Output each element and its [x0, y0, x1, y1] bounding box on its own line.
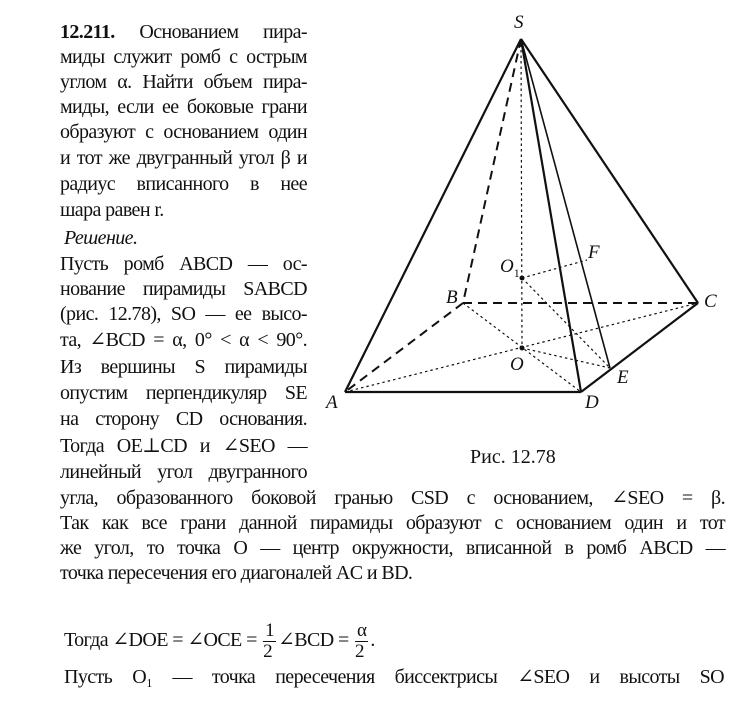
- solution-line: Тогда OE⊥CD и ∠SEO —: [60, 435, 307, 457]
- label-O: O: [510, 354, 524, 375]
- problem-line: миды служит ромб с острым: [60, 46, 307, 68]
- segment-O1F: [522, 260, 587, 278]
- construction-lines: [345, 39, 698, 392]
- edge-AB: [345, 303, 463, 392]
- problem-text: Основанием пира-: [114, 21, 307, 43]
- numerator: α: [357, 619, 367, 641]
- segment-OE: [522, 348, 610, 368]
- point-O: [520, 346, 525, 351]
- denominator: 2: [263, 640, 273, 662]
- bisector-EO1: [522, 278, 610, 368]
- solution-line: угла, образованного боковой гранью CSD с основанием, ∠SEO = β.: [60, 487, 725, 509]
- solution-line: (рис. 12.78), SO — ее высо-: [60, 303, 307, 325]
- edge-SD: [521, 39, 581, 392]
- problem-line: углом α. Найти объем пира-: [60, 71, 307, 93]
- solution-heading: Решение.: [64, 227, 138, 249]
- solution-line: Из вершины S пирамиды: [60, 356, 307, 378]
- formula-text: .: [370, 629, 375, 651]
- label-O1-subscript: 1: [513, 265, 520, 280]
- solution-last-line: Пусть O₁ — точка пересечения биссектрисы ∠SEO и высоты SO: [64, 666, 724, 688]
- solution-line: Пусть ромб ABCD — ос-: [60, 253, 307, 275]
- height-SO: [521, 39, 522, 348]
- figure-caption: Рис. 12.78: [470, 446, 556, 468]
- problem-line: миды, если ее боковые грани: [60, 96, 307, 118]
- problem-line: радиус вписанного в нее: [60, 173, 307, 195]
- solution-line: точка пересечения его диагоналей AC и BD.: [60, 562, 413, 584]
- solution-line: опустим перпендикуляр SE: [60, 382, 307, 404]
- numerator: 1: [265, 619, 275, 641]
- label-B: B: [446, 287, 458, 308]
- denominator: 2: [355, 640, 364, 662]
- formula-text: Тогда ∠DOE = ∠OCE =: [64, 629, 262, 651]
- edge-DC: [581, 303, 698, 392]
- label-S: S: [514, 12, 524, 33]
- segment-SE: [521, 39, 610, 368]
- solution-line: нование пирамиды SABCD: [60, 278, 307, 300]
- problem-line: образуют с основанием один: [60, 121, 307, 143]
- label-O1: [500, 256, 520, 281]
- solution-line: линейный угол двугранного: [60, 461, 307, 483]
- problem-line: шара равен r.: [60, 199, 164, 221]
- edge-SA: [345, 39, 521, 392]
- solution-line: та, ∠BCD = α, 0° < α < 90°.: [60, 329, 307, 351]
- label-F: F: [588, 242, 600, 263]
- label-O1-letter: O: [500, 256, 514, 277]
- solution-line: же угол, то точка O — центр окружности, вписанной в ромб ABCD —: [60, 537, 725, 559]
- point-O1: [520, 276, 525, 281]
- formula-text: ∠BCD =: [278, 629, 354, 651]
- edge-SC: [521, 39, 698, 303]
- label-E: E: [617, 367, 629, 388]
- problem-number: 12.211.: [60, 21, 115, 43]
- solution-line: на сторону CD основания.: [60, 408, 307, 430]
- label-A: A: [326, 392, 338, 413]
- label-D: D: [585, 392, 599, 413]
- solution-line: Так как все грани данной пирамиды образуют с основанием один и тот: [60, 512, 725, 534]
- label-C: C: [704, 291, 717, 312]
- problem-line: и тот же двугранный угол β и: [60, 147, 307, 169]
